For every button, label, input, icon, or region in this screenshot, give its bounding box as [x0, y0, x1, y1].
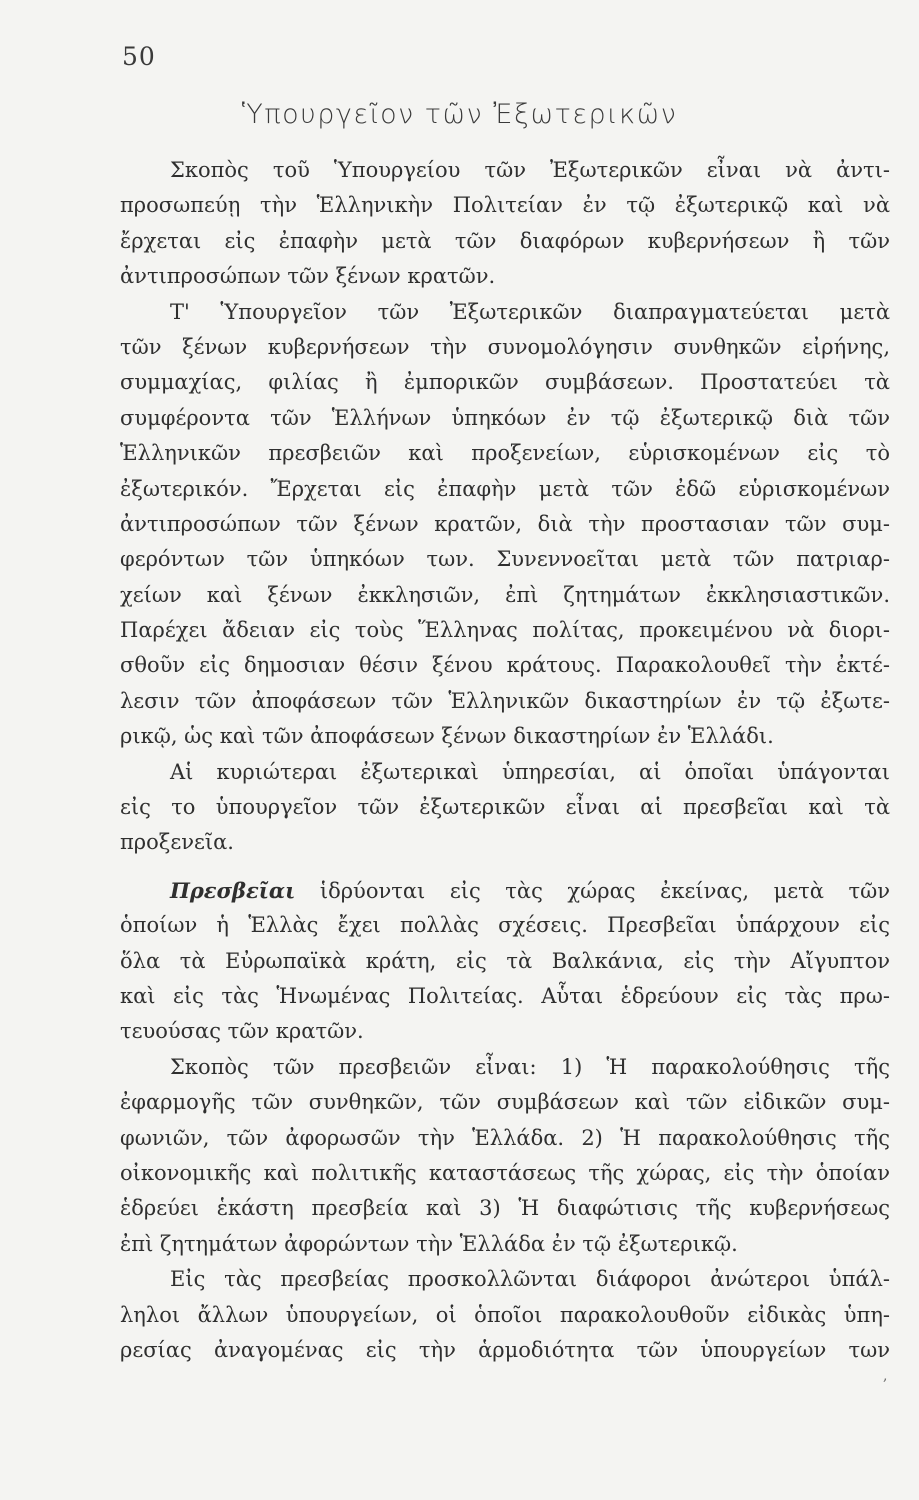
page-title: Ὑπουργεῖον τῶν Ἐξωτερικῶν — [241, 99, 678, 130]
text-line: συμμαχίας, φιλίας ἢ ἐμπορικῶν συμβάσεων. Προστατεύει τὰ — [120, 370, 890, 395]
text-line: Παρέχει ἄδειαν εἰς τοὺς Ἕλληνας πολίτας, προκειμένου νὰ διορι- — [120, 618, 890, 643]
text-line: προσωπεύῃ τὴν Ἑλληνικὴν Πολιτείαν ἐν τῷ ἐξωτερικῷ καὶ νὰ — [120, 193, 890, 218]
text-line: τῶν ξένων κυβερνήσεων τὴν συνομολόγησιν συνθηκῶν εἰρήνης, — [120, 334, 890, 359]
corner-mark: , — [883, 1368, 888, 1384]
text-line: Εἰς τὰς πρεσβείας προσκολλῶνται διάφοροι ἀνώτεροι ὑπάλ- — [170, 1267, 890, 1292]
body-text — [120, 153, 890, 1368]
text-line: ρεσίας ἀναγομένας εἰς τὴν ἁρμοδιότητα τῶν ὑπουργείων των — [120, 1337, 890, 1362]
text-line: φωνιῶν, τῶν ἀφορωσῶν τὴν Ἑλλάδα. 2) Ἡ παρακολούθησις τῆς — [120, 1125, 890, 1150]
text-line: συμφέροντα τῶν Ἑλλήνων ὑπηκόων ἐν τῷ ἐξωτερικῷ διὰ τῶν — [120, 405, 890, 430]
text-line: τευούσας τῶν κρατῶν. — [120, 1019, 364, 1044]
paragraph-gap — [120, 861, 890, 873]
text-line: εἰς το ὑπουργεῖον τῶν ἐξωτερικῶν εἶναι αἱ πρεσβεῖαι καὶ τὰ — [120, 795, 890, 820]
text-line-rest: ἱδρύονται εἰς τὰς χώρας ἐκείνας, μετὰ τῶν — [295, 878, 890, 903]
text-line: σθοῦν εἰς δημοσιαν θέσιν ξένου κράτους. Παρακολουθεῖ τὴν ἐκτέ- — [120, 653, 890, 678]
text-line: ρικῷ, ὡς καὶ τῶν ἀποφάσεων ξένων δικαστηρίων ἐν Ἑλλάδι. — [120, 724, 774, 749]
text-line: ἑδρεύει ἑκάστη πρεσβεία καὶ 3) Ἡ διαφώτισις τῆς κυβερνήσεως — [120, 1196, 890, 1221]
text-line: ἐπὶ ζητημάτων ἀφορώντων τὴν Ἑλλάδα ἐν τῷ ἐξωτερικῷ. — [120, 1231, 738, 1256]
text-line: λεσιν τῶν ἀποφάσεων τῶν Ἑλληνικῶν δικαστηρίων ἐν τῷ ἐξωτε- — [120, 688, 890, 713]
text-line: ληλοι ἄλλων ὑπουργείων, οἱ ὁποῖοι παρακολουθοῦν εἰδικὰς ὑπη- — [120, 1302, 890, 1327]
text-line: Σκοπὸς τῶν πρεσβειῶν εἶναι: 1) Ἡ παρακολούθησις τῆς — [170, 1054, 890, 1079]
text-line: προξενεῖα. — [120, 830, 234, 855]
text-line: ἀντιπροσώπων τῶν ξένων κρατῶν. — [120, 264, 496, 289]
text-line: ὁποίων ἡ Ἑλλὰς ἔχει πολλὰς σχέσεις. Πρεσβεῖαι ὑπάρχουν εἰς — [120, 913, 890, 938]
text-line: Τ' Ὑπουργεῖον τῶν Ἐξωτερικῶν διαπραγματεύεται μετὰ — [170, 299, 890, 324]
text-line: οἰκονομικῆς καὶ πολιτικῆς καταστάσεως τῆς χώρας, εἰς τὴν ὁποίαν — [120, 1160, 890, 1185]
text-line: ἐφαρμογῆς τῶν συνθηκῶν, τῶν συμβάσεων καὶ τῶν εἰδικῶν συμ- — [120, 1090, 890, 1115]
section-lead-term: Πρεσβεῖαι — [170, 877, 296, 903]
text-line: Αἱ κυριώτεραι ἐξωτερικαὶ ὑπηρεσίαι, αἱ ὁποῖαι ὑπάγονται — [170, 759, 890, 784]
text-line: ἔρχεται εἰς ἐπαφὴν μετὰ τῶν διαφόρων κυβερνήσεων ἢ τῶν — [120, 228, 890, 253]
text-line: καὶ εἰς τὰς Ἡνωμένας Πολιτείας. Αὗται ἑδρεύουν εἰς τὰς πρω- — [120, 983, 890, 1008]
page-number: 50 — [122, 42, 156, 71]
text-line — [120, 873, 890, 908]
text-line: φερόντων τῶν ὑπηκόων των. Συνεννοεῖται μετὰ τῶν πατριαρ- — [120, 547, 890, 572]
text-line: Σκοπὸς τοῦ Ὑπουργείου τῶν Ἐξωτερικῶν εἶναι νὰ ἀντι- — [170, 158, 890, 182]
text-line: ὅλα τὰ Εὐρωπαϊκὰ κράτη, εἰς τὰ Βαλκάνια, εἰς τὴν Αἴγυπτον — [120, 948, 890, 973]
text-line: ἐξωτερικόν. Ἔρχεται εἰς ἐπαφὴν μετὰ τῶν ἐδῶ εὑρισκομένων — [120, 476, 890, 501]
text-line: Ἑλληνικῶν πρεσβειῶν καὶ προξενείων, εὑρισκομένων εἰς τὸ — [120, 441, 890, 466]
text-line: ἀντιπροσώπων τῶν ξένων κρατῶν, διὰ τὴν προστασιαν τῶν συμ- — [120, 511, 890, 536]
text-line: χείων καὶ ξένων ἐκκλησιῶν, ἐπὶ ζητημάτων ἐκκλησιαστικῶν. — [120, 582, 890, 607]
